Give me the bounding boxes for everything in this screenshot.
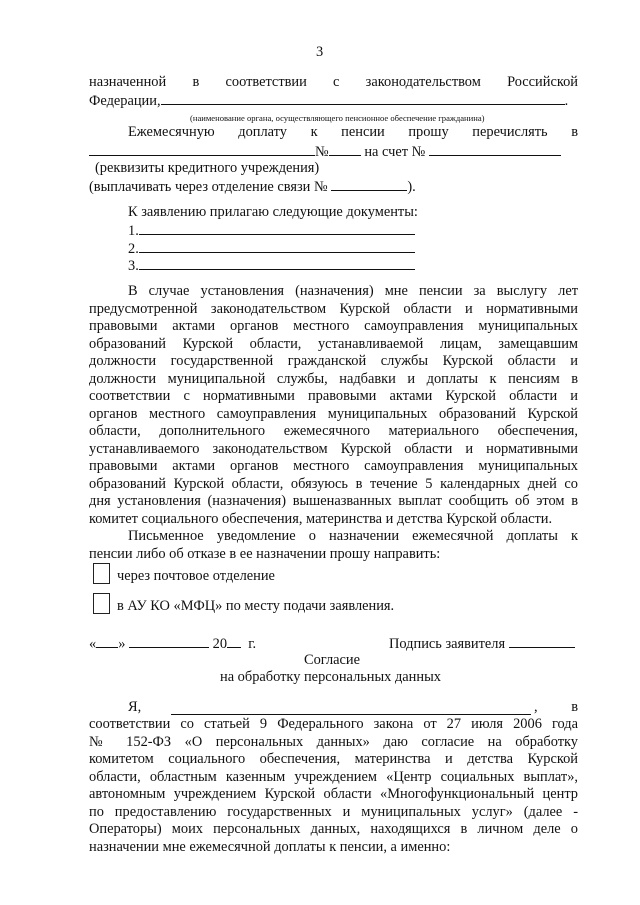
document-item-3 [128, 256, 415, 275]
authority-caption: (наименование органа, осуществляющего пенсионное обеспечение гражданина) [190, 113, 485, 123]
main-line: В случае установления (назначения) мне пенсии за выслугу лет [128, 283, 578, 299]
account-label: на счет № [364, 144, 426, 160]
document-item-number: 3. [128, 258, 139, 274]
consent-line: области, областным казенным учреждением «Центр социальных выплат», [89, 769, 578, 785]
bank-details-field[interactable] [89, 142, 315, 156]
post-office-number-field[interactable] [331, 177, 407, 191]
consent-line: назначении мне ежемесячной доплаты к пенсии, а именно: [89, 839, 451, 855]
authority-name-field[interactable] [161, 91, 565, 105]
consent-title: Согласие [304, 652, 361, 668]
date-field [89, 634, 256, 653]
consent-name-line [128, 699, 578, 716]
notice-line1: Письменное уведомление о назначении ежемесячной доплаты к [128, 528, 578, 544]
main-line: области, дополнительного ежемесячного материального обеспечения, [89, 423, 578, 439]
document-item-number: 1. [128, 223, 139, 239]
main-line: правовыми актами органов местного самоуправления муниципальных [89, 458, 578, 474]
consent-subtitle: на обработку персональных данных [220, 669, 441, 685]
main-line: должности государственной гражданской службы Курской области и [89, 353, 578, 369]
main-line: устанавливаемого законодательством Курской области и нормативными [89, 441, 578, 457]
main-line: должности муниципальной службы, надбавки и доплаты к пенсиям в [89, 371, 578, 387]
documents-intro: К заявлению прилагаю следующие документы: [128, 204, 418, 220]
full-name-field[interactable] [171, 701, 531, 715]
post-office-end: ). [407, 179, 416, 195]
ya-label: Я, [128, 699, 142, 715]
main-line: комитет социального обеспечения, материнства и детства Курской области. [89, 511, 553, 527]
ya-comma: , [534, 699, 538, 715]
quote-close: » [118, 636, 126, 652]
notice-line2: пенсии либо об отказе в ее назначении прошу направить: [89, 546, 441, 562]
consent-line: автономным учреждением Курской области «Многофункциональный центр [89, 786, 578, 802]
option-post-office-label: через почтовое отделение [117, 568, 275, 584]
ya-end: в [571, 699, 578, 715]
year-prefix: 20 [212, 636, 228, 652]
consent-line: по предоставлению государственных и муниципальных услуг» (далее - [89, 804, 578, 820]
document-field-3[interactable] [139, 256, 415, 270]
main-line: соответствии с нормативными правовыми актами Курской области и [89, 388, 578, 404]
consent-line: Операторы) моих персональных данных, находящихся в личном деле о [89, 821, 578, 837]
p1-federation-label: Федерации, [89, 93, 161, 109]
consent-line: соответствии со статьей 9 Федерального закона от 27 июля 2006 года [89, 716, 578, 732]
signature-field[interactable] [509, 634, 575, 648]
post-office-line [89, 177, 416, 196]
main-line: правовыми актами органов местного самоуправления муниципальных [89, 318, 578, 334]
day-field[interactable] [96, 634, 118, 648]
consent-line: комитетом социального обеспечения, материнства и детства Курской [89, 751, 578, 767]
document-item-1 [128, 221, 415, 240]
main-line: образований Курской области, устанавливаемой лицам, замещавшим [89, 336, 578, 352]
document-field-1[interactable] [139, 221, 415, 235]
account-number-field[interactable] [429, 142, 561, 156]
p2-line1: Ежемесячную доплату к пенсии прошу перечислять в [128, 124, 578, 140]
document-item-number: 2. [128, 241, 139, 257]
option-mfc-checkbox[interactable] [93, 593, 110, 614]
p2-line2 [89, 142, 561, 161]
quote-open: « [89, 636, 97, 652]
main-line: дня установления (назначения) вышеназванных выплат сообщить об этом в [89, 493, 578, 509]
consent-line: № 152-ФЗ «О персональных данных» даю согласие на обработку [89, 734, 578, 750]
main-line: образований Курской области, обязуюсь в течение 5 календарных дней со [89, 476, 578, 492]
post-office-label: (выплачивать через отделение связи № [89, 179, 328, 195]
main-line: органов местного самоуправления муниципальных образований Курской [89, 406, 578, 422]
p1-line2-end: . [564, 93, 569, 109]
bank-number-field[interactable] [329, 142, 361, 156]
p1-line2 [89, 91, 568, 110]
bank-caption: (реквизиты кредитного учреждения) [95, 160, 320, 176]
main-line: предусмотренной законодательством Курской области и нормативными [89, 301, 578, 317]
no-label: № [315, 144, 329, 160]
signature-label: Подпись заявителя [389, 636, 506, 652]
year-suffix: г. [248, 636, 257, 652]
p1-line1: назначенной в соответствии с законодательством Российской [89, 74, 578, 90]
signature-line [389, 634, 575, 653]
month-field[interactable] [129, 634, 209, 648]
page-number: 3 [316, 44, 324, 60]
option-post-office-checkbox[interactable] [93, 563, 110, 584]
option-mfc-label: в АУ КО «МФЦ» по месту подачи заявления. [117, 598, 395, 614]
year-field[interactable] [227, 634, 241, 648]
document-field-2[interactable] [139, 239, 415, 253]
